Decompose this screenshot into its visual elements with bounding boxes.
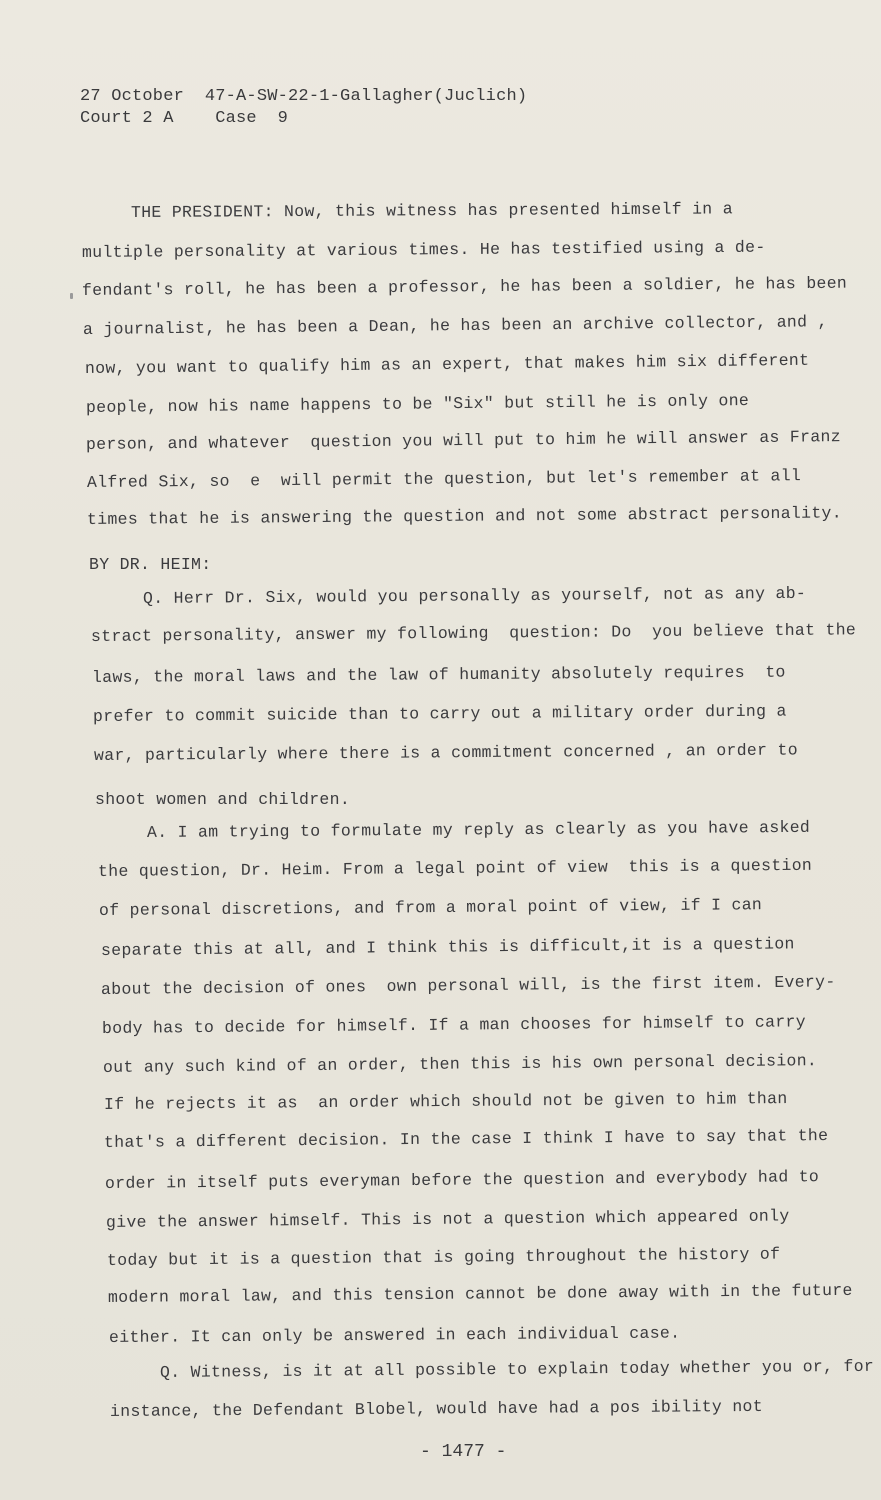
text-line: modern moral law, and this tension cannot be done away with in the future (107, 1280, 853, 1307)
text-line: person, and whatever question you will put to him he will answer as Franz (85, 427, 841, 454)
text-line: separate this at all, and I think this is difficult,it is a question (100, 934, 795, 960)
text-line: Q. Herr Dr. Six, would you personally as yourself, not as any ab- (142, 583, 807, 608)
text-line: war, particularly where there is a commitment concerned , an order to (93, 740, 798, 765)
document-header (80, 86, 527, 130)
text-line: instance, the Defendant Blobel, would have had a pos ibility not (109, 1396, 763, 1421)
text-line: If he rejects it as an order which should not be given to him than (103, 1089, 788, 1114)
text-line: now, you want to qualify him as an expert, that makes him six different (84, 350, 810, 378)
text-line: order in itself puts everyman before the question and everybody had to (104, 1167, 820, 1193)
text-line: people, now his name happens to be "Six" but still he is only one (85, 391, 750, 417)
text-line: fendant's roll, he has been a professor, he has been a soldier, he has been (81, 273, 848, 300)
text-line: stract personality, answer my following question: Do you believe that the (90, 620, 857, 646)
text-line: give the answer himself. This is not a question which appeared only (105, 1206, 790, 1232)
text-line: of personal discretions, and from a moral point of view, if I can (98, 895, 763, 920)
header-court-case: Court 2 A Case 9 (80, 109, 289, 128)
text-line: about the decision of ones own personal will, is the first item. Every- (100, 972, 836, 999)
text-line: THE PRESIDENT: Now, this witness has presented himself in a (130, 199, 733, 222)
text-line: A. I am trying to formulate my reply as clearly as you have asked (146, 817, 811, 842)
text-line: body has to decide for himself. If a man chooses for himself to carry (101, 1012, 806, 1038)
text-line: that's a different decision. In the case I think I have to say that the (103, 1126, 829, 1152)
text-line: times that he is answering the question and not some abstract personality. (86, 503, 842, 529)
margin-mark (70, 293, 73, 299)
text-line: the question, Dr. Heim. From a legal point of view this is a question (97, 855, 813, 881)
text-line: out any such kind of an order, then this is his own personal decision. (102, 1051, 818, 1077)
text-line: shoot women and children. (95, 790, 351, 809)
text-line: either. It can only be answered in each individual case. (108, 1323, 681, 1347)
text-line: laws, the moral laws and the law of humanity absolutely requires to (91, 662, 786, 687)
text-line: today but it is a question that is going throughout the history of (106, 1244, 781, 1270)
text-line: Q. Witness, is it at all possible to explain today whether you or, for (159, 1356, 875, 1382)
text-line: multiple personality at various times. He has testified using a de- (81, 237, 766, 262)
text-line: a journalist, he has been a Dean, he has been an archive collector, and , (82, 312, 828, 339)
header-date-docket: 27 October 47-A-SW-22-1-Gallagher(Juclich) (80, 87, 528, 106)
text-line: Alfred Six, so e will permit the question, but let's remember at all (86, 466, 802, 492)
text-line: prefer to commit suicide than to carry out a military order during a (92, 701, 787, 726)
page-number: - 1477 - (420, 1442, 507, 1462)
text-line: BY DR. HEIM: (89, 555, 212, 574)
